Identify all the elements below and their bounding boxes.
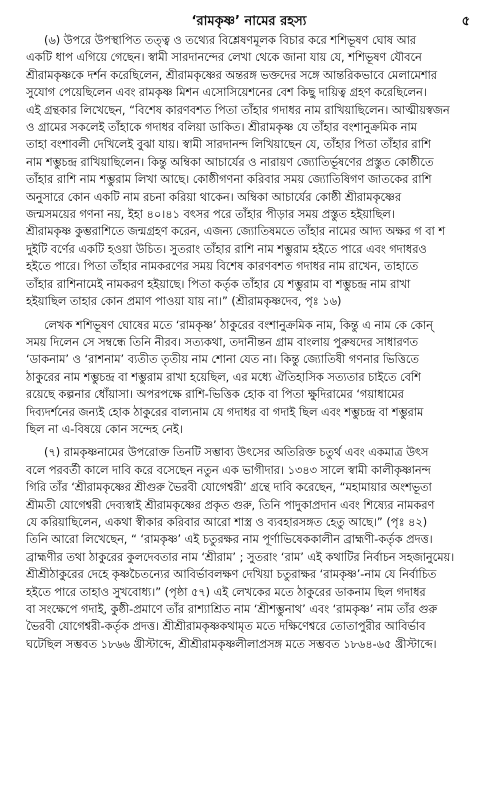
text-line: তাঁহার রাশি নাম শম্ভুরাম লিখা আছে। কোষ্ঠীগণনা করিবার সময় জ্যোতিষিগণ জাতকের রাশি — [26, 173, 432, 187]
text-line: নাম শম্ভুচন্দ্র রাখিয়াছিলেন। কিন্তু অম্বিকা আচার্যের ও নারায়ণ জ্যোতির্ভূষণের প্রস্তুত কোষ্ঠীতে — [26, 155, 434, 169]
paragraph — [26, 444, 472, 653]
text-line: বলে পরবর্তী কালে দাবি করে বসেছেন নতুন এক ভাগীদার। ১৩৪৩ সালে স্বামী কালীকৃষ্ণানন্দ — [26, 463, 431, 477]
text-line: জন্মসময়ের গণনা নয়, ইহা ৪০।৪১ বৎসর পরে তাঁহার পীড়ার সময় প্রস্তুত হইয়াছিল। — [26, 208, 395, 222]
text-line: দিব্যদর্শনের জন্যই হোক ঠাকুরের বাল্যনাম যে গদাধর বা গদাই ছিল এবং শম্ভুচন্দ্র বা শম্ভুরাম — [26, 405, 424, 419]
text-line: ঠাকুরের নাম শম্ভুচন্দ্র বা শম্ভুরাম রাখা হয়েছিল, এর মধ্যে ঐতিহাসিক সত্যতার চাইতে বেশি — [26, 370, 421, 384]
body-text — [26, 32, 472, 653]
text-line: যে করিয়াছিলেন, একথা স্বীকার করিবার আরো শাস্ত্র ও ব্যবহারসঙ্গত হেতু আছে।” (পৃঃ ৪২) — [26, 515, 428, 529]
text-line: (৬) উপরে উপস্থাপিত তত্ত্ব ও তথ্যের বিশ্লেষণমূলক বিচার করে শশিভূষণ ঘোষ আর — [44, 34, 416, 47]
text-line: সময় দিলেন সে সম্বন্ধে তিনি নীরব। সত্যকথা, তদানীন্তন গ্রাম বাংলায় পুরুষদের সাধারণত — [26, 335, 419, 349]
text-line: হইতে পারে তাহাও সুখবোধ্য।” (পৃষ্ঠা ৫৭) এই লেখকের মতে ঠাকুরের ডাকনাম ছিল গদাধর — [26, 585, 426, 599]
text-line: লেখক শশিভূষণ ঘোষের মতে ‘রামকৃষ্ণ’ ঠাকুরের বংশানুক্রমিক নাম, কিন্তু এ নাম কে কোন্ — [44, 318, 433, 332]
text-line: ‘ডাকনাম’ ও ‘রাশনাম’ ব্যতীত তৃতীয় নাম শোনা যেত না। কিন্তু জ্যোতিষী গণনার ভিত্তিতে — [26, 353, 419, 367]
text-line: ভৈরবী যোগেশ্বরী-কর্তৃক প্রদত্ত। শ্রীশ্রীরামকৃষ্ণকথামৃত মতে দক্ষিণেশ্বরে তোতাপুরীর আবির্ভাব — [26, 620, 426, 634]
text-line: শ্রীমতী যোগেশ্বরী দেব্যস্বাই শ্রীরামকৃষ্ণের প্রকৃত গুরু, তিনি পাদুকাপ্রদান এবং শিষ্যের নামকরণ — [26, 498, 435, 512]
text-line: অনুসারে কোন একটি নাম রচনা করিয়া থাকেন। অম্বিকা আচার্যের কোষ্ঠী শ্রীরামকৃষ্ণের — [26, 190, 402, 204]
text-line: তিনি আরো লিখেছেন, “ ‘রামকৃষ্ণ’ এই চতুরক্ষর নাম পূর্ণাভিষেককালীন ব্রাহ্মণী-কর্তৃক প্রদত্ত। — [26, 533, 433, 547]
text-line: দুইটি বর্ণের একটি হওয়া উচিত। সুতরাং তাঁহার রাশি নাম শম্ভুরাম হইতে পারে এবং গদাধরও — [26, 242, 427, 256]
text-line: ও গ্রামের সকলেই তাঁহাকে গদাধর বলিয়া ডাকিত। শ্রীরামকৃষ্ণ যে তাঁহার বংশানুক্রমিক নাম — [26, 121, 417, 135]
page-header — [26, 10, 472, 32]
paragraph — [26, 32, 472, 311]
text-line: হইয়াছিল তাহার কোন প্রমাণ পাওয়া যায় না।” (শ্রীরামকৃষ্ণদেব, পৃঃ ১৬) — [26, 295, 342, 309]
text-line: ব্রাহ্মণীর তথা ঠাকুরের কুলদেবতার নাম ‘শ্রীরাম’ ; সুতরাং ‘রাম’ এই কথাটির নির্বাচন সহজানুমেয়। — [26, 550, 455, 564]
text-line: এই গ্রন্থকার লিখেছেন, “বিশেষ কারণবশত পিতা তাঁহার গদাধর নাম রাখিয়াছিলেন। আত্মীয়স্বজন — [26, 103, 450, 117]
text-line: গিরি তাঁর ‘শ্রীরামকৃষ্ণের শ্রীগুরু ভৈরবী যোগেশ্বরী’ গ্রন্থে দাবি করেছেন, “মহামায়ার অংশভূতা — [26, 481, 432, 495]
text-line: একটি ধাপ এগিয়ে গেছেন। স্বামী সারদানন্দের লেখা থেকে জানা যায় যে, শশিভূষণ যৌবনে — [26, 51, 422, 65]
text-line: তাঁহার রাশিনামেই নামকরণ হইয়াছে। পিতা কর্তৃক তাঁহার যে শম্ভুরাম বা শম্ভুচন্দ্র নাম রাখা — [26, 277, 411, 291]
text-line: ছিল না এ-বিষয়ে কোন সন্দেহ নেই। — [26, 422, 183, 436]
text-line: শ্রীশ্রীঠাকুরের দেহে কৃষ্ণচৈতন্যের আবির্ভাবলক্ষণ দেখিয়া চতুরাক্ষর ‘রামকৃষ্ণ’-নাম যে নির্বাচিত — [26, 568, 437, 582]
text-line: ঘটেছিল সম্ভবত ১৮৬৬ খ্রীস্টাব্দে, শ্রীশ্রীরামকৃষ্ণলীলাপ্রসঙ্গ মতে সম্ভবত ১৮৬৪-৬৫ খ্রীস্টাব্দে। — [26, 637, 437, 651]
paragraph — [26, 317, 472, 439]
text-line: শ্রীরামকৃষ্ণকে দর্শন করেছিলেন, শ্রীরামকৃষ্ণের অন্তরঙ্গ ভক্তদের সঙ্গে আন্তরিকভাবে মেলামেশার — [26, 68, 437, 82]
text-line: শ্রীরামকৃষ্ণ কুম্ভরাশিতে জন্মগ্রহণ করেন, এজন্য জ্যোতিষমতে তাঁহার নামের আদ্য অক্ষর গ বা শ — [26, 225, 446, 239]
page-number: ৫ — [461, 14, 470, 29]
text-line: (৭) রামকৃষ্ণনামের উপরোক্ত তিনটি সম্ভাব্য উৎসের অতিরিক্ত চতুর্থ এবং একমাত্র উৎস — [44, 446, 429, 460]
text-line: বা সংক্ষেপে গদাই, কুষ্ঠী-প্রমাণে তাঁর রাশ্যাশ্রিত নাম ‘শ্রীশম্ভুনাথ’ এবং ‘রামকৃষ্ণ’ নাম তাঁর গুরু — [26, 603, 438, 616]
text-line: সুযোগ পেয়েছিলেন এবং রামকৃষ্ণ মিশন এসোসিয়েশনের বেশ কিছু দায়িত্ব গ্রহণ করেছিলেন। — [26, 86, 427, 100]
text-line: তাহা বংশাবলী দেখিলেই বুঝা যায়। স্বামী সারদানন্দ লিখিয়াছেন যে, তাঁহার পিতা তাঁহার রাশি — [26, 138, 431, 152]
text-line: রয়েছে কল্পনার ধোঁয়াসা। অপরপক্ষে রাশি-ভিত্তিক হোক বা পিতা ক্ষুদিরামের ‘গয়াধামের — [26, 388, 404, 402]
running-title: ‘রামকৃষ্ণ’ নামের রহস্য — [191, 14, 307, 29]
text-line: হইতে পারে। পিতা তাঁহার নামকরণের সময় বিশেষ কারণবশত গদাধর নাম রাখেন, তাহাতে — [26, 260, 419, 274]
